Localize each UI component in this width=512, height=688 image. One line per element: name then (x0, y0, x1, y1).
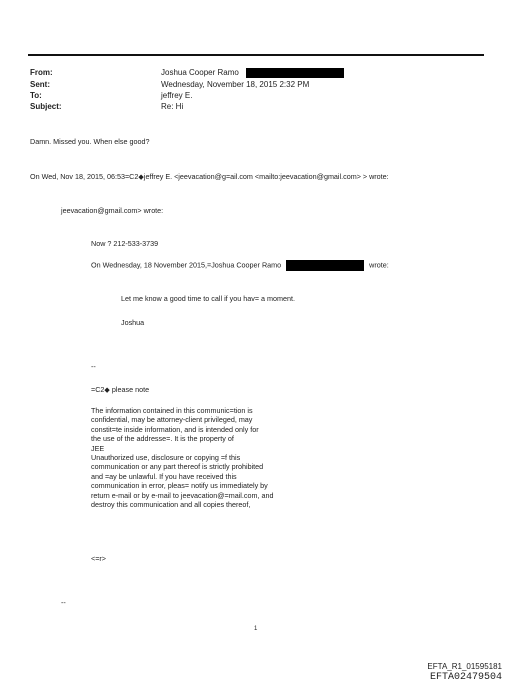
separator-dashes: -- (91, 362, 96, 371)
footer-id-secondary: EFTA02479504 (429, 672, 502, 683)
quote1-attribution: On Wed, Nov 18, 2015, 06:53=C2◆jeffrey E. <jeevacation@g=ail.com <mailto:jeevacation@gmail.com> > wrote: (30, 172, 389, 181)
header-rule (28, 54, 484, 56)
footer-id-primary: EFTA_R1_01595181 (427, 662, 502, 671)
disclaimer-line: and =ay be unlawful. If you have received this (91, 471, 237, 481)
subject-value: Re: Hi (161, 102, 184, 111)
disclaimer-line: JEE (91, 443, 105, 453)
redaction-bar (286, 260, 364, 271)
disclaimer (91, 406, 273, 509)
quote2-attribution (91, 260, 389, 271)
quote2-prefix: On Wednesday, 18 November 2015,=Joshua Cooper Ramo (91, 260, 282, 270)
phone-line: Now ? 212-533-3739 (91, 239, 159, 248)
from-name: Joshua Cooper Ramo (161, 68, 239, 78)
disclaimer-line: The information contained in this communic=tion is (91, 406, 253, 415)
from-label: From: (30, 68, 53, 77)
disclaimer-line: Unauthorized use, disclosure or copying =f this (91, 453, 241, 463)
redaction-bar (246, 68, 344, 78)
subject-label: Subject: (30, 102, 62, 111)
please-note: =C2◆ please note (91, 385, 150, 394)
sent-value: Wednesday, November 18, 2015 2:32 PM (161, 80, 310, 89)
to-value: jeffrey E. (161, 91, 193, 100)
reply-text: Damn. Missed you. When else good? (30, 137, 150, 146)
disclaimer-line: confidential, may be attorney-client privileged, may (91, 415, 253, 425)
disclaimer-line: communication in error, pleas= notify us immediately by (91, 481, 268, 491)
disclaimer-line: the use of the addresse=. It is the property of (91, 434, 234, 444)
disclaimer-line: return e-mail or by e-mail to jeevacation@=mail.com, and (91, 490, 274, 500)
separator-dashes: -- (61, 598, 66, 607)
signature: Joshua (121, 318, 145, 327)
disclaimer-line: communication or any part thereof is strictly prohibited (91, 462, 264, 472)
disclaimer-line: constit=te inside information, and is intended only for (91, 424, 259, 434)
sent-label: Sent: (30, 80, 50, 89)
quote2-suffix: wrote: (369, 260, 389, 270)
quote1-continuation: jeevacation@gmail.com> wrote: (61, 206, 164, 215)
to-label: To: (30, 91, 42, 100)
page-number: 1 (254, 626, 258, 632)
call-request: Let me know a good time to call if you hav= a moment. (121, 294, 295, 303)
disclaimer-line: destroy this communication and all copies thereof, (91, 500, 251, 510)
from-value (161, 68, 344, 78)
br-tag: <=r> (91, 554, 106, 563)
